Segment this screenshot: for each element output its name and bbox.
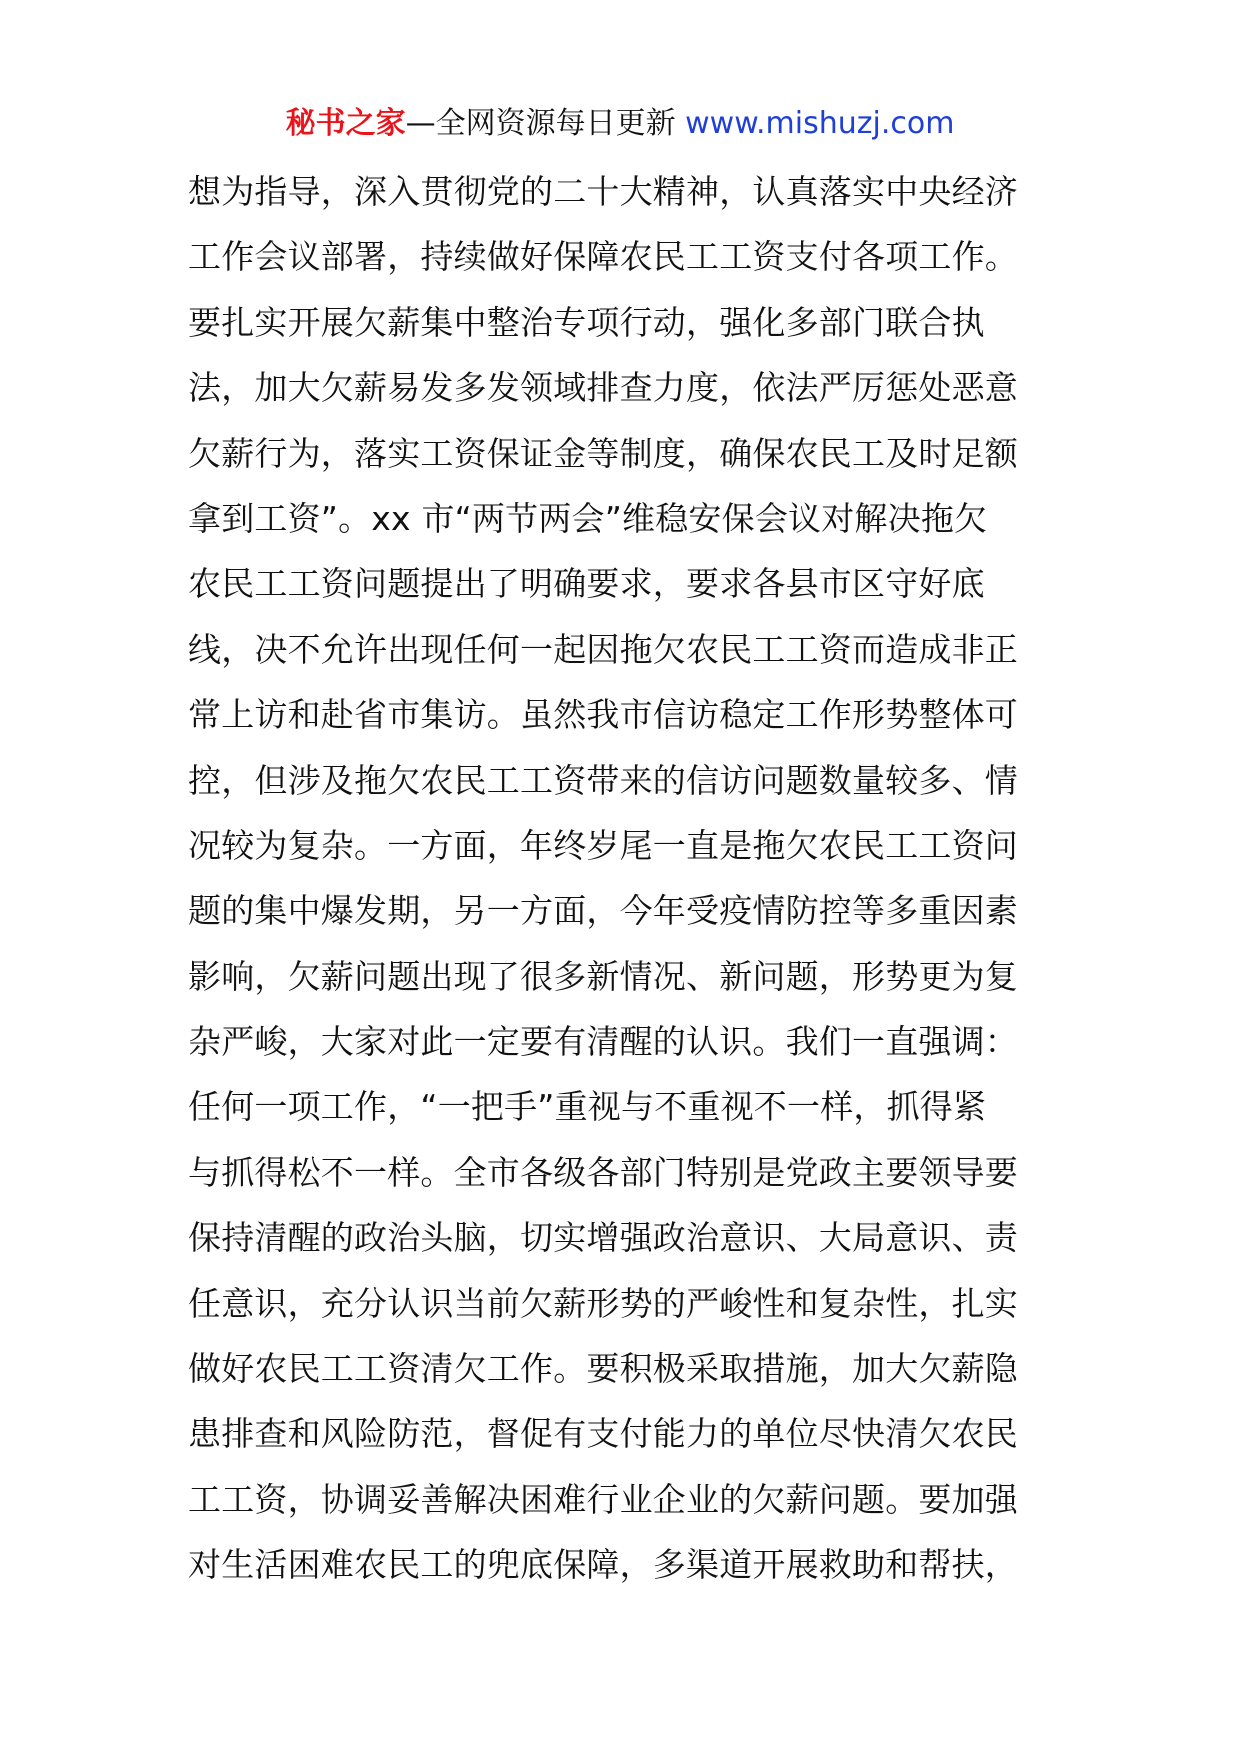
text-line: 影响，欠薪问题出现了很多新情况、新问题，形势更为复	[188, 956, 1018, 996]
text-line: 题的集中爆发期，另一方面，今年受疫情防控等多重因素	[188, 891, 1018, 931]
text-line: 农民工工资问题提出了明确要求，要求各县市区守好底	[188, 564, 985, 604]
text-line: 拿到工资”。xx 市“两节两会”维稳安保会议对解决拖欠	[188, 498, 988, 538]
text-line: 对生活困难农民工的兜底保障，多渠道开展救助和帮扶，	[188, 1545, 1018, 1585]
page-header	[0, 102, 1240, 146]
text-line: 保持清醒的政治头脑，切实增强政治意识、大局意识、责	[188, 1218, 1018, 1258]
text-line: 线，决不允许出现任何一起因拖欠农民工工资而造成非正	[188, 629, 1018, 669]
text-line: 工作会议部署，持续做好保障农民工工资支付各项工作。	[188, 237, 1018, 277]
text-line: 做好农民工工资清欠工作。要积极采取措施，加大欠薪隐	[188, 1349, 1018, 1389]
text-line: 任何一项工作，“一把手”重视与不重视不一样，抓得紧	[188, 1087, 987, 1127]
text-line: 工工资，协调妥善解决困难行业企业的欠薪问题。要加强	[188, 1479, 1018, 1519]
text-line: 患排查和风险防范，督促有支付能力的单位尽快清欠农民	[188, 1414, 1018, 1454]
text-line: 法，加大欠薪易发多发领域排查力度，依法严厉惩处恶意	[188, 368, 1018, 408]
document-body	[188, 166, 1068, 1605]
brand-name: 秘书之家	[285, 106, 406, 141]
text-line: 控，但涉及拖欠农民工工资带来的信访问题数量较多、情	[188, 760, 1018, 800]
text-line: 杂严峻，大家对此一定要有清醒的认识。我们一直强调：	[188, 1022, 1018, 1062]
website-link[interactable]: www.mishuzj.com	[685, 106, 955, 141]
text-line: 要扎实开展欠薪集中整治专项行动，强化多部门联合执	[188, 302, 985, 342]
text-line: 常上访和赴省市集访。虽然我市信访稳定工作形势整体可	[188, 695, 1018, 735]
header-tagline: —全网资源每日更新	[405, 106, 676, 141]
text-line: 欠薪行为，落实工资保证金等制度，确保农民工及时足额	[188, 433, 1018, 473]
text-line: 与抓得松不一样。全市各级各部门特别是党政主要领导要	[188, 1152, 1018, 1192]
text-line: 任意识，充分认识当前欠薪形势的严峻性和复杂性，扎实	[188, 1283, 1018, 1323]
text-line: 想为指导，深入贯彻党的二十大精神，认真落实中央经济	[188, 172, 1018, 211]
text-line: 况较为复杂。一方面，年终岁尾一直是拖欠农民工工资问	[188, 825, 1018, 865]
